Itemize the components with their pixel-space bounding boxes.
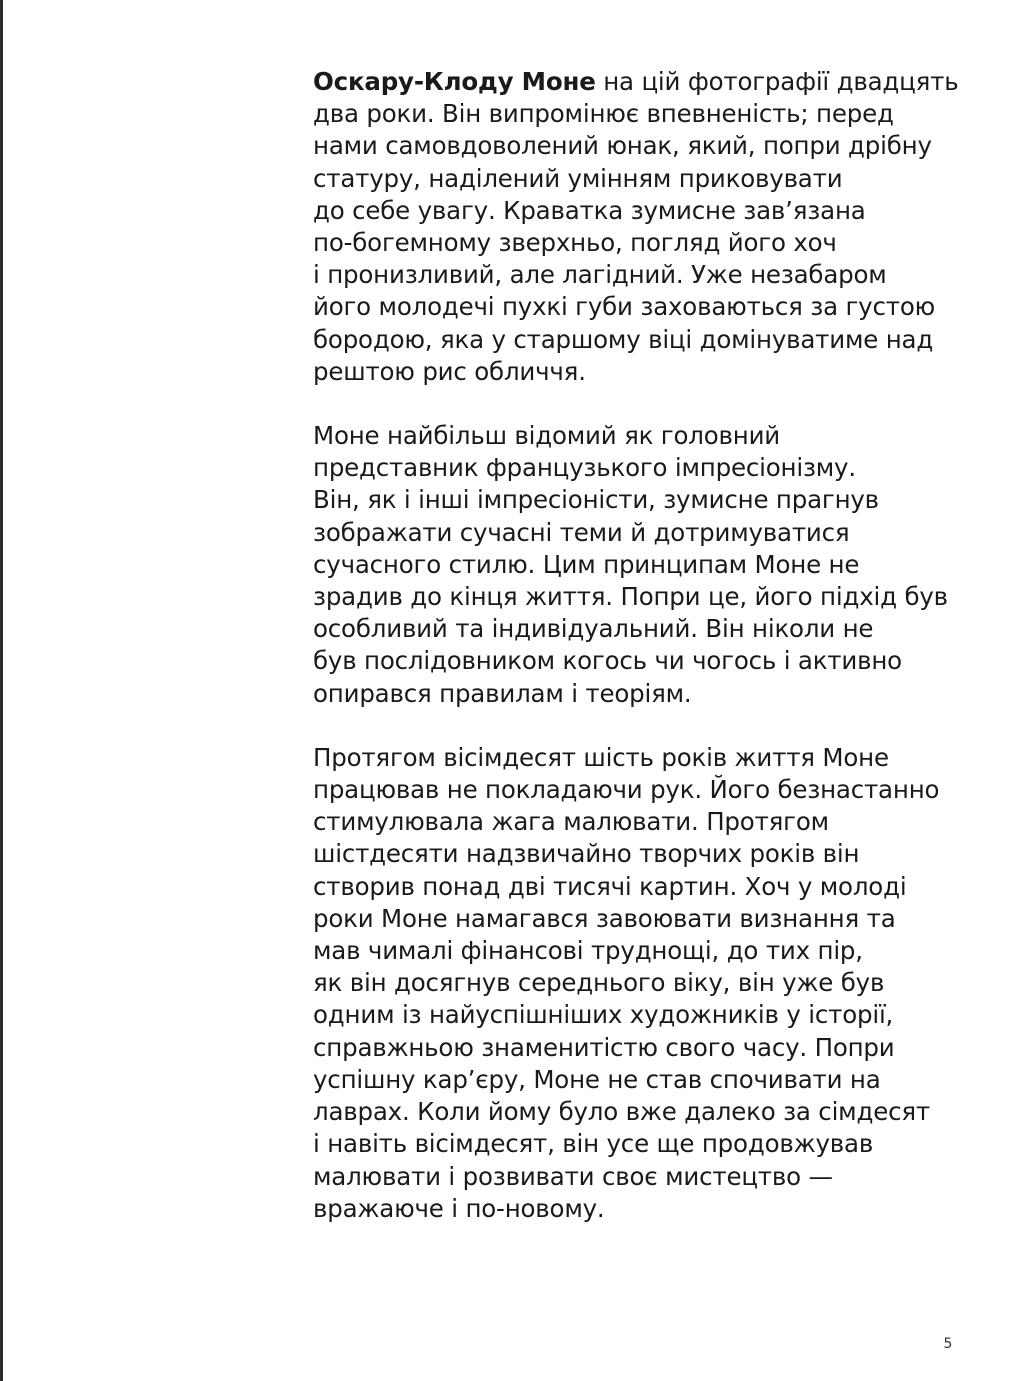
page-number: 5 [943, 1336, 953, 1352]
paragraph-line: сучасного стилю. Цим принципам Моне не [313, 549, 860, 579]
lead-name: Оскару-Клоду Моне [313, 67, 596, 96]
paragraph-line: мав чималі фінансові труднощі, до тих пір, [313, 936, 863, 966]
paragraph-1 [313, 66, 993, 388]
paragraph-line: зображати сучасні теми й дотримуватися [313, 517, 850, 547]
paragraph-line: Протягом вісімдесят шість років життя Моне [313, 742, 889, 772]
paragraph-line: Моне найбільш відомий як головний [313, 421, 781, 451]
paragraph-line: і пронизливий, але лагідний. Уже незабаром [313, 260, 887, 290]
paragraph-line: представник французького імпресіонізму. [313, 453, 856, 483]
paragraph-line: статуру, наділений умінням приковувати [313, 163, 843, 193]
paragraph-line: Оскару-Клоду Моне на цій фотографії двадцять [313, 67, 959, 96]
paragraph-line: зрадив до кінця життя. Попри це, його підхід був [313, 582, 948, 612]
paragraph-line: по-богемному зверхньо, погляд його хоч [313, 228, 837, 258]
paragraph-line: його молодечі пухкі губи заховаються за густою [313, 292, 936, 322]
paragraph-line: особливий та індивідуальний. Він ніколи не [313, 614, 874, 644]
paragraph-line: до себе увагу. Краватка зумисне зав’язана [313, 195, 866, 225]
paragraph-line: як він досягнув середнього віку, він уже був [313, 968, 885, 998]
paragraph-line: опирався правилам і теоріям. [313, 678, 692, 708]
paragraph-line: Він, як і інші імпресіоністи, зумисне прагнув [313, 485, 879, 515]
paragraph-line: бородою, яка у старшому віці домінуватиме над [313, 324, 934, 354]
paragraph-3 [313, 742, 993, 1225]
paragraph-line: створив понад дві тисячі картин. Хоч у молоді [313, 871, 907, 901]
paragraph-line: роки Моне намагався завоювати визнання та [313, 903, 896, 933]
paragraph-line: стимулювала жага малювати. Протягом [313, 807, 829, 837]
paragraph-line: і навіть вісімдесят, він усе ще продовжував [313, 1129, 874, 1159]
paragraph-line: був послідовником когось чи чогось і активно [313, 646, 902, 676]
paragraph-line: два роки. Він випромінює впевненість; перед [313, 99, 894, 129]
paragraph-line: справжньою знаменитістю свого часу. Попри [313, 1032, 895, 1062]
paragraph-line: одним із найуспішніших художників у історії, [313, 1000, 894, 1030]
paragraph-line: лаврах. Коли йому було вже далеко за сімдесят [313, 1097, 930, 1127]
paragraph-line: працював не покладаючи рук. Його безнастанно [313, 775, 940, 805]
paragraph-line: нами самовдоволений юнак, який, попри дрібну [313, 131, 932, 161]
paragraph-line: успішну кар’єру, Моне не став спочивати на [313, 1064, 881, 1094]
paragraph-line: шістдесяти надзвичайно творчих років він [313, 839, 860, 869]
page-spine-edge [0, 0, 3, 1381]
paragraph-2 [313, 420, 993, 710]
paragraph-line: рештою рис обличчя. [313, 356, 586, 386]
body-text [313, 66, 993, 1257]
paragraph-line: вражаюче і по-новому. [313, 1193, 605, 1223]
paragraph-line: малювати і розвивати своє мистецтво — [313, 1161, 833, 1191]
